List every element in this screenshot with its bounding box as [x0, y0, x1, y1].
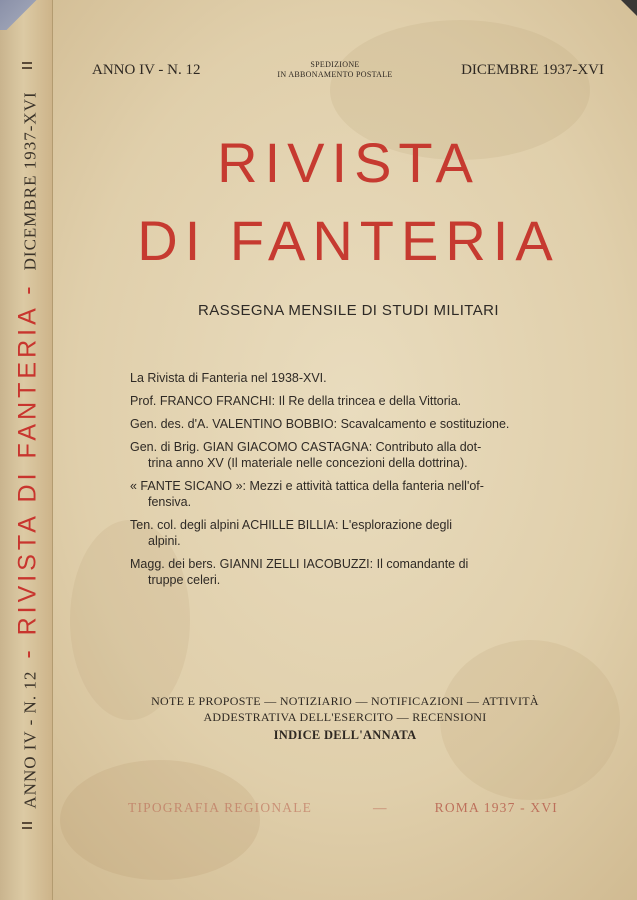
contents-entry [130, 517, 558, 549]
magazine-title-line: RIVISTA [217, 131, 480, 194]
table-of-contents [130, 370, 558, 595]
annual-index: INDICE DELL'ANNATA [273, 728, 417, 742]
spine [0, 0, 53, 900]
sections-list [100, 693, 590, 743]
contents-entry [130, 416, 558, 432]
spine-title: - RIVISTA DI FANTERIA - [13, 282, 42, 659]
entry-line: Gen. des. d'A. VALENTINO BOBBIO: Scavalcamento e sostituzione. [130, 417, 510, 431]
entry-continuation: fensiva. [148, 495, 192, 509]
spine-rule [22, 62, 32, 69]
imprint [128, 800, 558, 820]
torn-corner [0, 0, 60, 30]
printer-name: TIPOGRAFIA REGIONALE [128, 800, 313, 815]
postal-notice-line: SPEDIZIONE [310, 60, 360, 69]
contents-entry [130, 370, 558, 386]
entry-continuation: truppe celeri. [148, 573, 221, 587]
issue-date: DICEMBRE 1937-XVI [461, 62, 604, 78]
contents-entry [130, 556, 558, 588]
postal-notice [260, 60, 410, 80]
postal-notice-line: IN ABBONAMENTO POSTALE [277, 70, 393, 79]
magazine-title-line: DI FANTERIA [137, 209, 560, 272]
sections-line: ADDESTRATIVA DELL'ESERCITO — RECENSIONI [203, 710, 487, 724]
issue-number: ANNO IV - N. 12 [92, 62, 201, 78]
cover-header [92, 60, 604, 86]
spine-text [14, 91, 43, 808]
place-date: ROMA 1937 - XVI [434, 800, 558, 815]
entry-line: Magg. dei bers. GIANNI ZELLI IACOBUZZI: Il comandante di [130, 557, 469, 571]
contents-entry [130, 439, 558, 471]
sections-line: NOTE E PROPOSTE — NOTIZIARIO — NOTIFICAZIONI — ATTIVITÀ [151, 694, 539, 708]
imprint-separator: — [373, 800, 388, 815]
spine-issue: ANNO IV - N. 12 [20, 670, 40, 809]
entry-line: Gen. di Brig. GIAN GIACOMO CASTAGNA: Contributo alla dot- [130, 440, 482, 454]
entry-line: « FANTE SICANO »: Mezzi e attività tattica della fanteria nell'of- [130, 479, 484, 493]
magazine-subtitle: RASSEGNA MENSILE DI STUDI MILITARI [198, 302, 499, 319]
entry-line: Prof. FRANCO FRANCHI: Il Re della trincea e della Vittoria. [130, 394, 462, 408]
spine-date: DICEMBRE 1937-XVI [20, 91, 40, 271]
contents-entry [130, 393, 558, 409]
entry-continuation: alpini. [148, 534, 181, 548]
entry-line: Ten. col. degli alpini ACHILLE BILLIA: L'esplorazione degli [130, 518, 453, 532]
torn-corner [621, 0, 637, 16]
entry-continuation: trina anno XV (Il materiale nelle concezioni della dottrina). [148, 456, 468, 470]
contents-entry [130, 478, 558, 510]
spine-rule [22, 822, 32, 829]
entry-line: La Rivista di Fanteria nel 1938-XVI. [130, 371, 327, 385]
